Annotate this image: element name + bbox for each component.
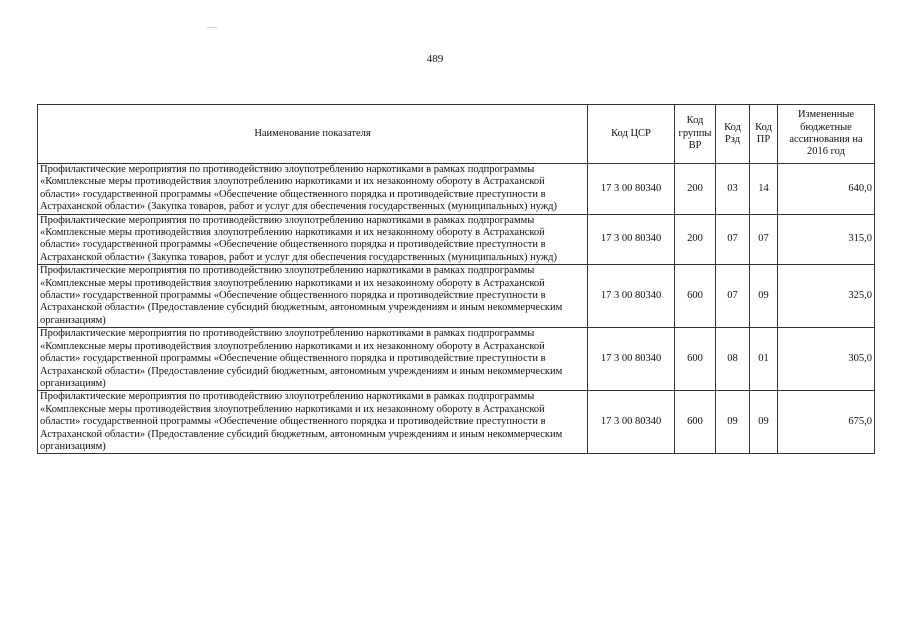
table-row — [38, 328, 875, 391]
row-csr: 17 3 00 80340 — [588, 265, 675, 328]
row-rzd: 03 — [716, 164, 750, 215]
row-amount: 315,0 — [778, 214, 875, 265]
row-pr: 14 — [750, 164, 778, 215]
row-csr: 17 3 00 80340 — [588, 328, 675, 391]
row-csr: 17 3 00 80340 — [588, 214, 675, 265]
row-csr: 17 3 00 80340 — [588, 391, 675, 454]
table-header-row — [38, 105, 875, 164]
row-vr: 200 — [675, 164, 716, 215]
row-rzd: 07 — [716, 214, 750, 265]
budget-table — [37, 104, 875, 454]
scan-mark — [207, 27, 217, 28]
row-vr: 200 — [675, 214, 716, 265]
row-rzd: 07 — [716, 265, 750, 328]
header-csr: Код ЦСР — [588, 105, 675, 164]
page-number: 489 — [426, 53, 444, 65]
table-row — [38, 391, 875, 454]
row-rzd: 08 — [716, 328, 750, 391]
row-amount: 640,0 — [778, 164, 875, 215]
row-rzd: 09 — [716, 391, 750, 454]
row-csr: 17 3 00 80340 — [588, 164, 675, 215]
header-rzd: Код Рзд — [716, 105, 750, 164]
header-name: Наименование показателя — [38, 105, 588, 164]
header-vr: Код группы ВР — [675, 105, 716, 164]
row-vr: 600 — [675, 328, 716, 391]
row-name: Профилактические мероприятия по противодействию злоупотреблению наркотиками в рамках подпрограммы «Комплексные меры противодействия злоупотреблению наркотиками и их незаконному обороту в Астраханской области» государственной программы «Обеспечение общественного порядка и противодействие преступности в Астраханской области» (Предоставление субсидий бюджетным, автономным учреждениям и иным некоммерческим организациям) — [38, 265, 588, 328]
row-name: Профилактические мероприятия по противодействию злоупотреблению наркотиками в рамках подпрограммы «Комплексные меры противодействия злоупотреблению наркотиками и их незаконному обороту в Астраханской области» государственной программы «Обеспечение общественного порядка и противодействие преступности в Астраханской области» (Закупка товаров, работ и услуг для обеспечения государственных (муниципальных) нужд) — [38, 164, 588, 215]
table-row — [38, 164, 875, 215]
row-pr: 07 — [750, 214, 778, 265]
row-amount: 325,0 — [778, 265, 875, 328]
row-name: Профилактические мероприятия по противодействию злоупотреблению наркотиками в рамках подпрограммы «Комплексные меры противодействия злоупотреблению наркотиками и их незаконному обороту в Астраханской области» государственной программы «Обеспечение общественного порядка и противодействие преступности в Астраханской области» (Предоставление субсидий бюджетным, автономным учреждениям и иным некоммерческим организациям) — [38, 391, 588, 454]
row-name: Профилактические мероприятия по противодействию злоупотреблению наркотиками в рамках подпрограммы «Комплексные меры противодействия злоупотреблению наркотиками и их незаконному обороту в Астраханской области» государственной программы «Обеспечение общественного порядка и противодействие преступности в Астраханской области» (Закупка товаров, работ и услуг для обеспечения государственных (муниципальных) нужд) — [38, 214, 588, 265]
row-pr: 09 — [750, 391, 778, 454]
table-row — [38, 214, 875, 265]
row-name: Профилактические мероприятия по противодействию злоупотреблению наркотиками в рамках подпрограммы «Комплексные меры противодействия злоупотреблению наркотиками и их незаконному обороту в Астраханской области» государственной программы «Обеспечение общественного порядка и противодействие преступности в Астраханской области» (Предоставление субсидий бюджетным, автономным учреждениям и иным некоммерческим организациям) — [38, 328, 588, 391]
row-vr: 600 — [675, 265, 716, 328]
row-pr: 01 — [750, 328, 778, 391]
row-pr: 09 — [750, 265, 778, 328]
table-row — [38, 265, 875, 328]
header-pr: Код ПР — [750, 105, 778, 164]
header-amount: Измененные бюджетные ассигнования на 2016 год — [778, 105, 875, 164]
row-amount: 305,0 — [778, 328, 875, 391]
row-vr: 600 — [675, 391, 716, 454]
row-amount: 675,0 — [778, 391, 875, 454]
